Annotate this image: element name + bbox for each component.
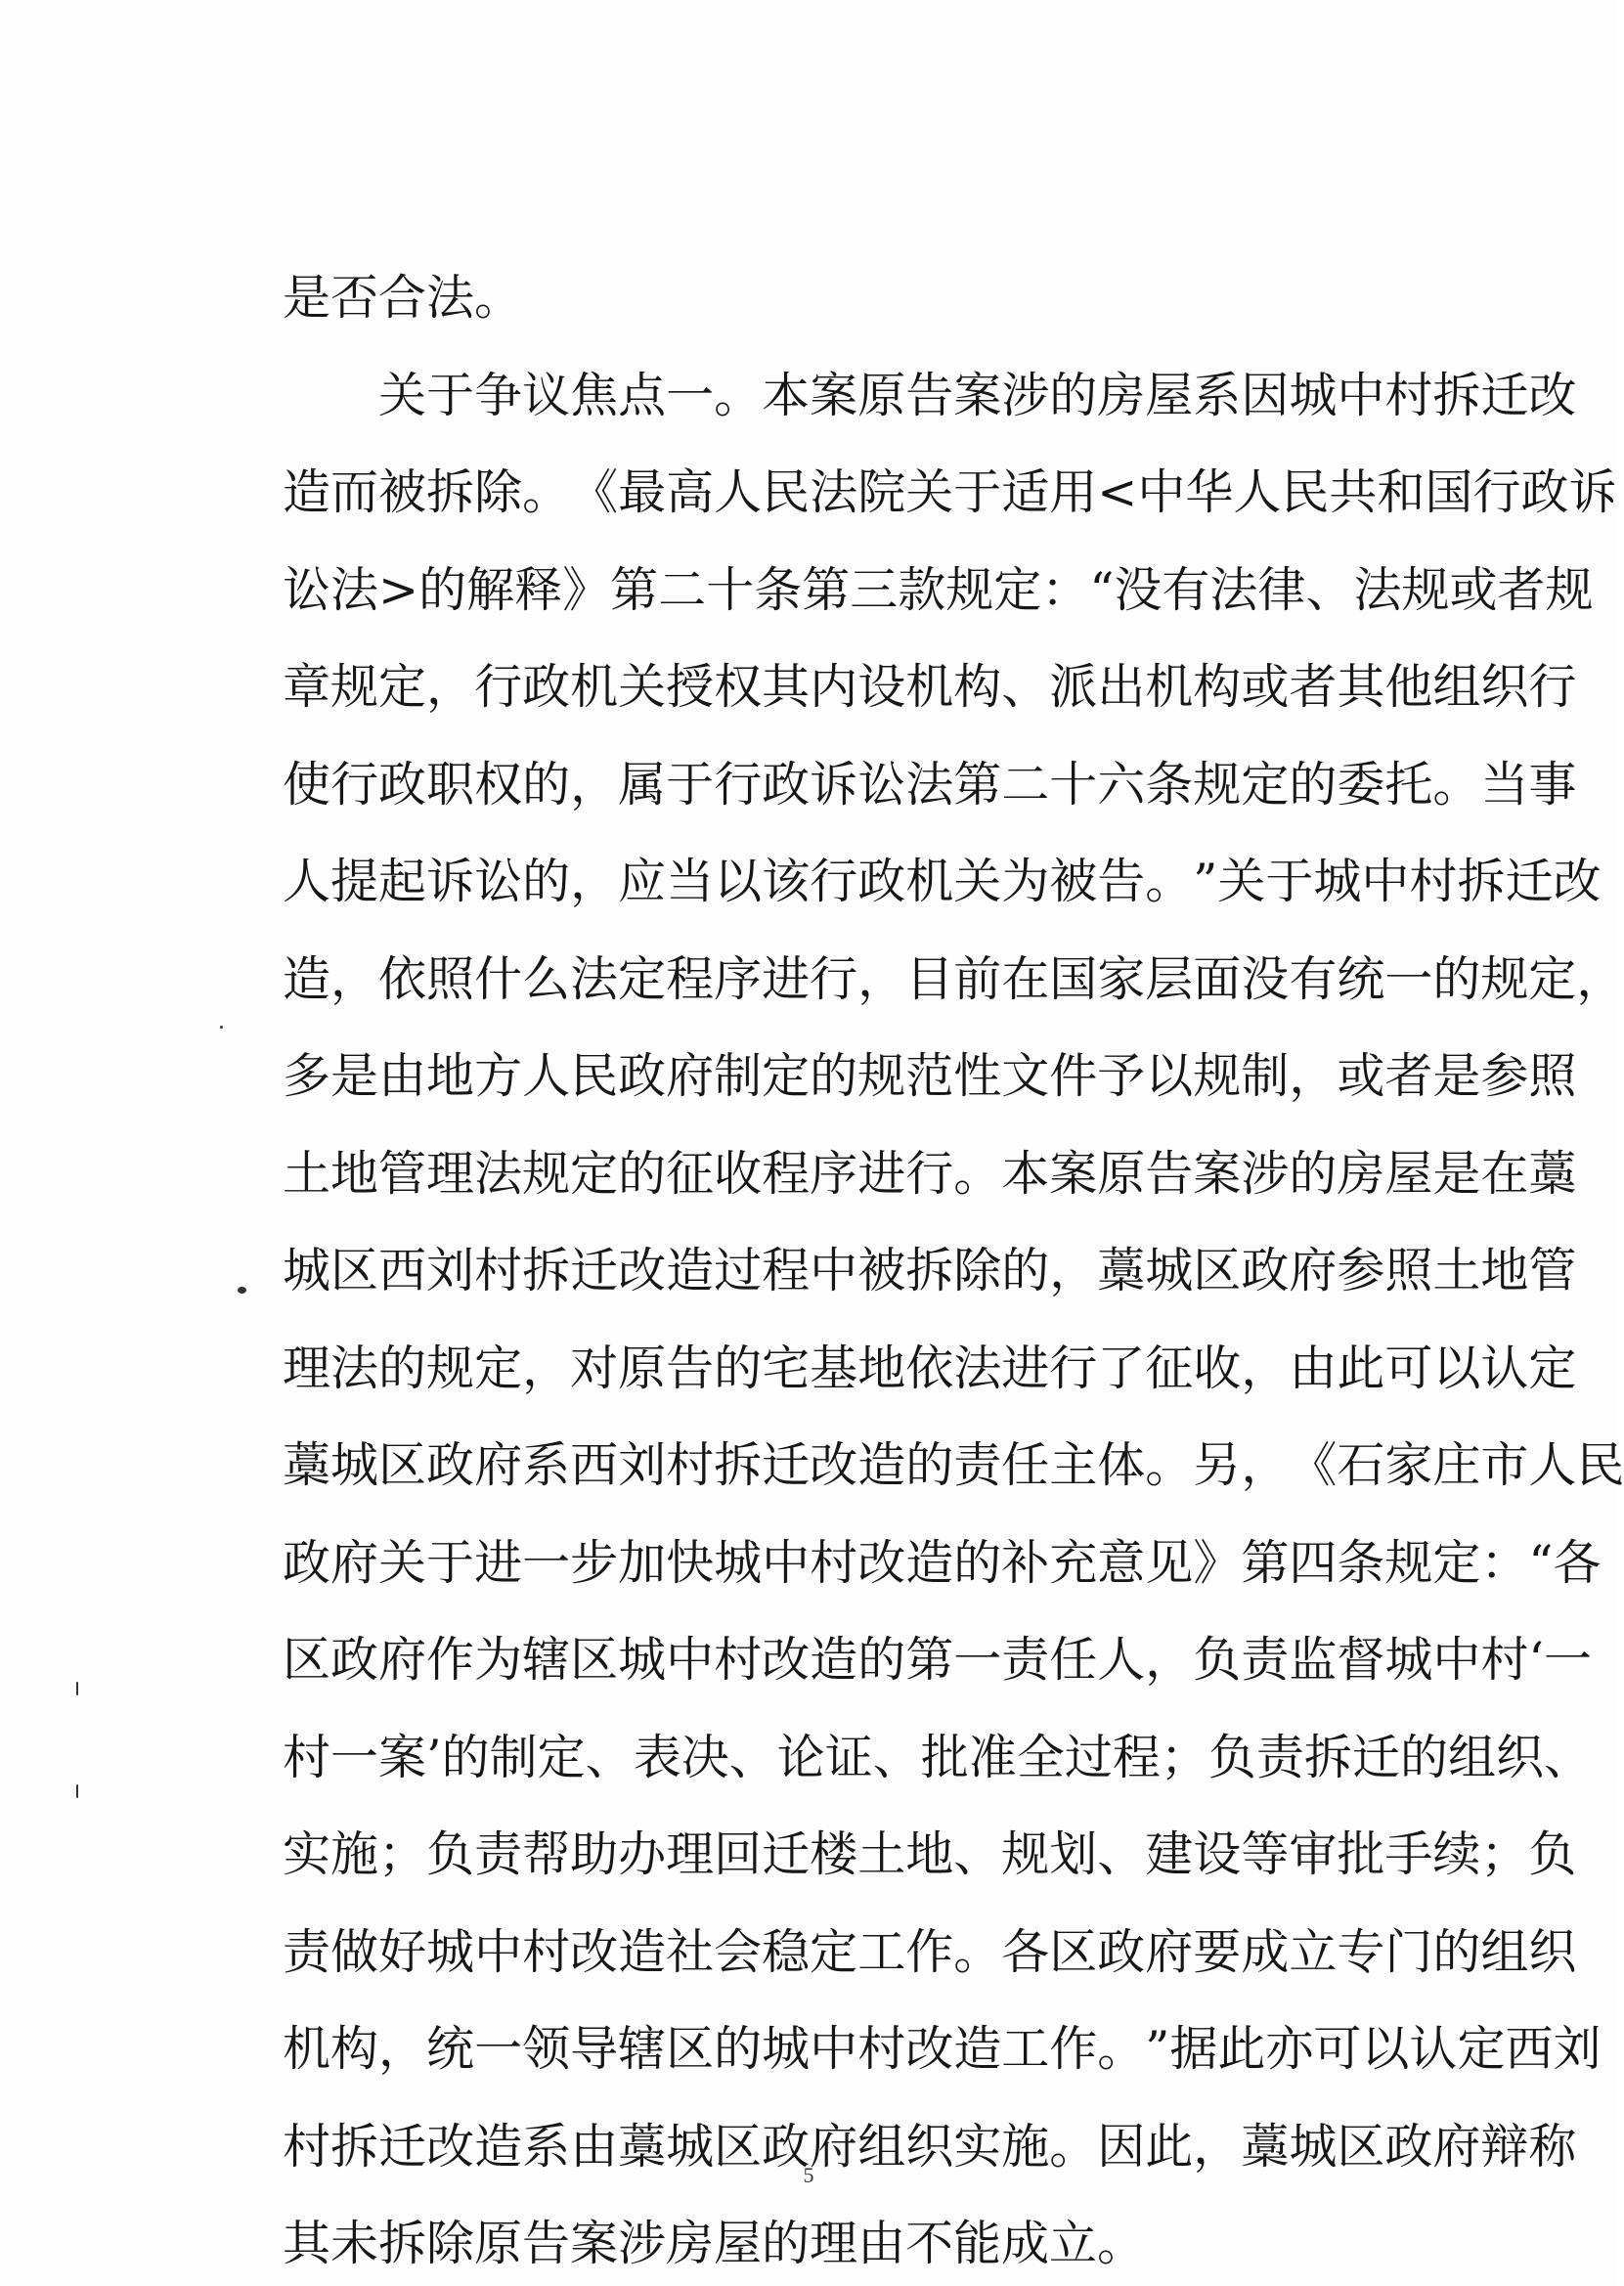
text-line: 藁 城 区 政 府 系 西 刘 村 拆 迁 改 造 的 责 任 主 体 。 另 ， 《 石 家 庄 市 人 民 bbox=[283, 1437, 1624, 1493]
text-line: 造 而 被 拆 除 。 《 最 高 人 民 法 院 关 于 适 用 < 中 华 人 民 共 和 国 行 政 诉 bbox=[283, 464, 1617, 520]
text-line: 理 法 的 规 定 ， 对 原 告 的 宅 基 地 依 法 进 行 了 征 收 ， 由 此 可 以 认 定 bbox=[283, 1340, 1577, 1396]
text-line: 机 构 ， 统 一 领 导 辖 区 的 城 中 村 改 造 工 作 。 ” 据 此 亦 可 以 认 定 西 刘 bbox=[283, 2021, 1602, 2077]
text-line: 村 拆 迁 改 造 系 由 藁 城 区 政 府 组 织 实 施 。 因 此 ， 藁 城 区 政 府 辩 称 bbox=[283, 2118, 1577, 2175]
text-line: 城 区 西 刘 村 拆 迁 改 造 过 程 中 被 拆 除 的 ， 藁 城 区 政 府 参 照 土 地 管 bbox=[283, 1243, 1577, 1298]
text-line: 政 府 关 于 进 一 步 加 快 城 中 村 改 造 的 补 充 意 见 》 第 四 条 规 定 ： “ 各 bbox=[283, 1534, 1602, 1591]
page-number: 5 bbox=[803, 2163, 814, 2187]
text-line: 土 地 管 理 法 规 定 的 征 收 程 序 进 行 。 本 案 原 告 案 涉 的 房 屋 是 在 藁 bbox=[283, 1145, 1577, 1202]
text-line: 区 政 府 作 为 辖 区 城 中 村 改 造 的 第 一 责 任 人 ， 负 责 监 督 城 中 村 ‘ 一 bbox=[283, 1632, 1592, 1688]
text-line: 章 规 定 ， 行 政 机 关 授 权 其 内 设 机 构 、 派 出 机 构 或 者 其 他 组 织 行 bbox=[283, 659, 1577, 715]
text-line: 讼 法 > 的 解 释 》 第 二 十 条 第 三 款 规 定 ： “ 没 有 法 律 、 法 规 或 者 规 bbox=[283, 561, 1594, 618]
text-line: 实 施 ； 负 责 帮 助 办 理 回 迁 楼 土 地 、 规 划 、 建 设 等 审 批 手 续 ； 负 bbox=[283, 1826, 1577, 1882]
scan-speck bbox=[220, 1026, 223, 1029]
scan-speck bbox=[76, 1784, 78, 1798]
text-line: 是否合法。 bbox=[283, 270, 523, 326]
text-line: 关 于 争 议 焦 点 一 。 本 案 原 告 案 涉 的 房 屋 系 因 城 中 村 拆 迁 改 bbox=[378, 367, 1577, 423]
text-line: 村 一 案 ’ 的 制 定 、 表 决 、 论 证 、 批 准 全 过 程 ； 负 责 拆 迁 的 组 织 、 bbox=[283, 1729, 1592, 1785]
text-line: 造 ， 依 照 什 么 法 定 程 序 进 行 ， 目 前 在 国 家 层 面 没 有 统 一 的 规 定 ， bbox=[283, 950, 1624, 1007]
text-line: 人 提 起 诉 讼 的 ， 应 当 以 该 行 政 机 关 为 被 告 。 ” 关 于 城 中 村 拆 迁 改 bbox=[283, 854, 1602, 909]
scan-speck bbox=[238, 1287, 246, 1294]
text-line: 使 行 政 职 权 的 ， 属 于 行 政 诉 讼 法 第 二 十 六 条 规 定 的 委 托 。 当 事 bbox=[283, 756, 1577, 813]
text-line: 多 是 由 地 方 人 民 政 府 制 定 的 规 范 性 文 件 予 以 规 制 ， 或 者 是 参 照 bbox=[283, 1048, 1577, 1104]
text-line: 其未拆除原告案涉房屋的理由不能成立。 bbox=[283, 2216, 1146, 2271]
scan-speck bbox=[76, 1682, 78, 1695]
text-line: 责 做 好 城 中 村 改 造 社 会 稳 定 工 作 。 各 区 政 府 要 成 立 专 门 的 组 织 bbox=[283, 1923, 1577, 1980]
